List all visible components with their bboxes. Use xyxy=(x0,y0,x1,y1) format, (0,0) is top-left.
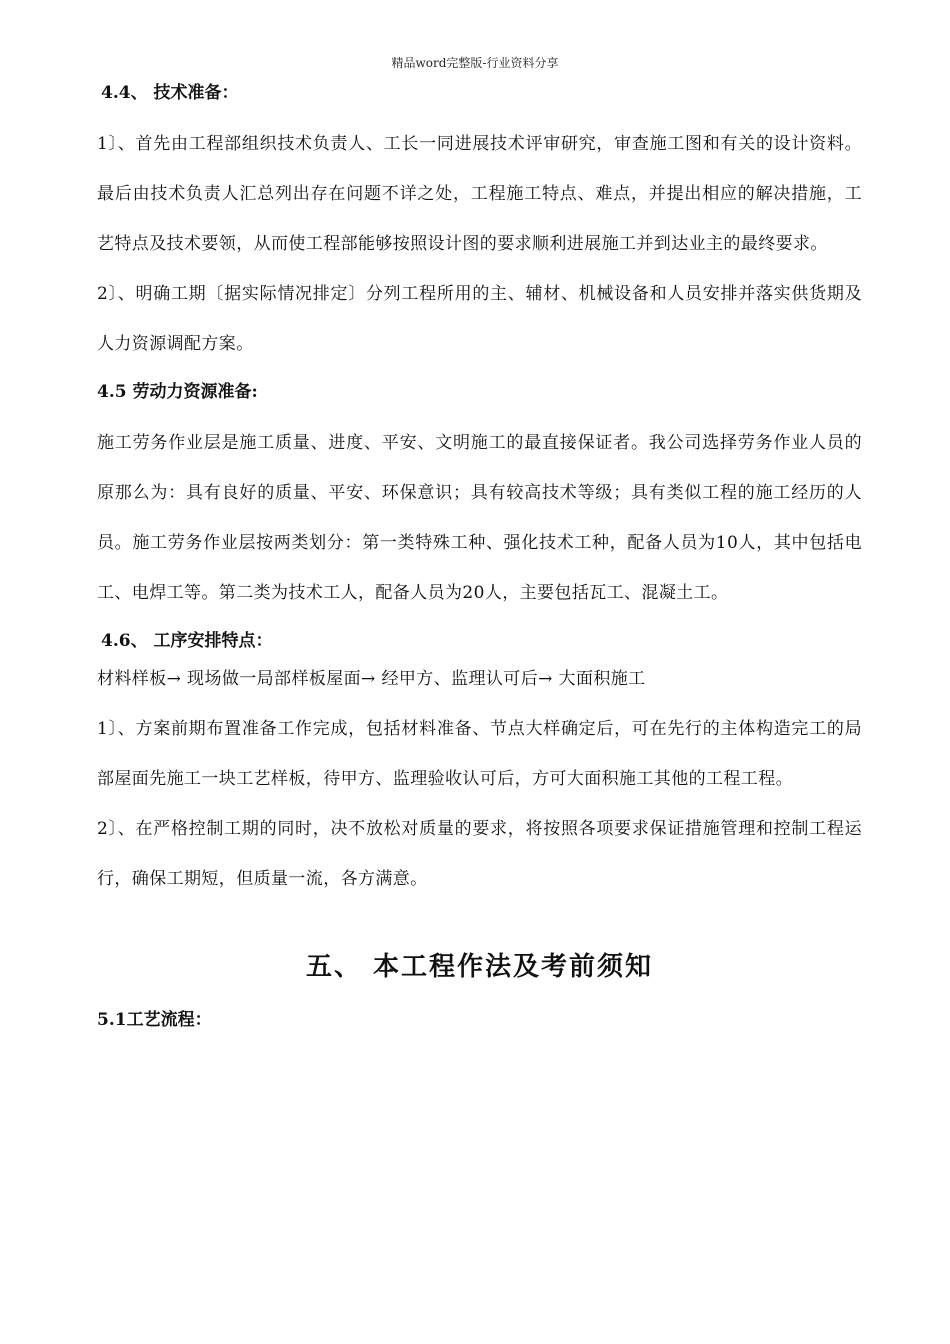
section-4-4-paragraph-1: 1〕、首先由工程部组织技术负责人、工长一同进展技术评审研究，审查施工图和有关的设计资料。最后由技术负责人汇总列出存在问题不详之处，工程施工特点、难点，并提出相应的解决措施，工艺特点及技术要领，从而使工程部能够按照设计图的要求顺利进展施工并到达业主的最终要求。 xyxy=(97,134,862,254)
section-4-5-title: 4.5 劳动力资源准备: xyxy=(97,382,258,402)
document-body xyxy=(97,78,862,1033)
section-5-1-title: 5.1工艺流程： xyxy=(97,1010,212,1030)
section-4-6-flow: 材料样板→ 现场做一局部样板屋面→ 经甲方、监理认可后→ 大面积施工 xyxy=(97,669,646,689)
section-4-6-title: 4.6、 工序安排特点： xyxy=(101,631,273,651)
page-header: 精品word完整版-行业资料分享 xyxy=(391,56,559,70)
section-4-6-paragraph-2: 2〕、在严格控制工期的同时，决不放松对质量的要求，将按照各项要求保证措施管理和控制工程运行，确保工期短，但质量一流，各方满意。 xyxy=(97,819,862,889)
section-4-5-paragraph-1: 施工劳务作业层是施工质量、进度、平安、文明施工的最直接保证者。我公司选择劳务作业人员的原那么为：具有良好的质量、平安、环保意识；具有较高技术等级；具有类似工程的施工经历的人员。施工劳务作业层按两类划分：第一类特殊工种、强化技术工种，配备人员为10人，其中包括电工、电焊工等。第二类为技术工人，配备人员为20人，主要包括瓦工、混凝土工。 xyxy=(97,433,862,603)
section-4-4-paragraph-2: 2〕、明确工期〔据实际情况排定〕分列工程所用的主、辅材、机械设备和人员安排并落实供货期及人力资源调配方案。 xyxy=(97,284,862,354)
section-4-4-title: 4.4、 技术准备： xyxy=(101,83,239,103)
section-4-6-paragraph-1: 1〕、方案前期布置准备工作完成，包括材料准备、节点大样确定后，可在先行的主体构造完工的局部屋面先施工一块工艺样板，待甲方、监理验收认可后，方可大面积施工其他的工程工程。 xyxy=(97,719,862,789)
chapter-5-title: 五、 本工程作法及考前须知 xyxy=(305,952,654,982)
